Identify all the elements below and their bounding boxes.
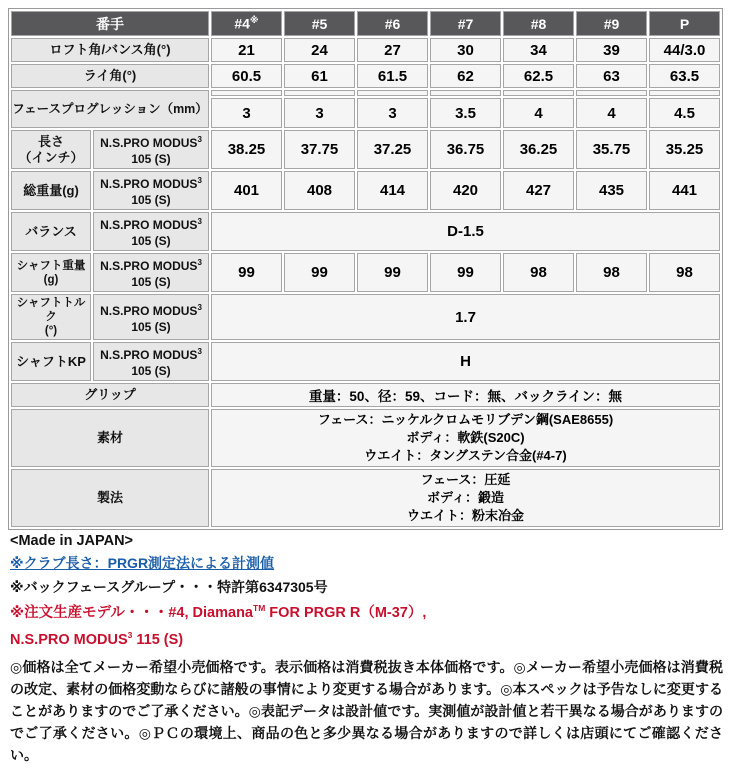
club-4-footnote-mark: ※ — [249, 15, 259, 26]
spec-value: 30 — [430, 38, 501, 62]
spec-value: 37.75 — [284, 130, 355, 169]
row-label: シャフト重量 (g) — [11, 253, 91, 292]
spec-value: 3 — [211, 98, 282, 128]
spacer-cell — [357, 90, 428, 96]
column-header-9: #9 — [576, 11, 647, 36]
spec-value: 35.25 — [649, 130, 720, 169]
spec-value: 98 — [649, 253, 720, 292]
custom-order-note-line1: ※注文生産モデル・・・#4, Diamana™ FOR PRGR R（M-37）, — [10, 603, 427, 621]
row-shaft-torque — [11, 294, 720, 340]
spec-value: 24 — [284, 38, 355, 62]
row-shaft-weight — [11, 253, 720, 292]
shaft-model-cell: N.S.PRO MODUS$^3$ 105 (S) — [93, 253, 209, 292]
spec-value: 99 — [211, 253, 282, 292]
spec-value: 60.5 — [211, 64, 282, 88]
spec-value: 420 — [430, 171, 501, 210]
notes-section — [8, 533, 723, 766]
spec-value: 3.5 — [430, 98, 501, 128]
row-grip — [11, 383, 720, 407]
custom-order-note-line2: N.S.PRO MODUS$^3$ 115 (S) — [10, 630, 184, 648]
club-length-note — [10, 553, 723, 573]
column-header-6: #6 — [357, 11, 428, 36]
shaft-model-cell: N.S.PRO MODUS$^3$ 105 (S) — [93, 212, 209, 251]
row-label: ロフト角/バンス角(°) — [11, 38, 209, 62]
column-header-8: #8 — [503, 11, 574, 36]
spec-value: 36.25 — [503, 130, 574, 169]
row-lie-angle — [11, 64, 720, 88]
spec-value: 35.75 — [576, 130, 647, 169]
row-label: 長さ （インチ） — [11, 130, 91, 169]
spec-value: 3 — [357, 98, 428, 128]
spacer-cell — [576, 90, 647, 96]
spec-value: 98 — [503, 253, 574, 292]
made-in-japan-text: <Made in JAPAN> — [10, 533, 134, 549]
spec-value: 401 — [211, 171, 282, 210]
row-label: ライ角(°) — [11, 64, 209, 88]
spec-value: 21 — [211, 38, 282, 62]
row-label: バランス — [11, 212, 91, 251]
spec-value-span: D-1.5 — [211, 212, 720, 251]
spec-value: 99 — [357, 253, 428, 292]
spec-value: 414 — [357, 171, 428, 210]
spec-value: 63.5 — [649, 64, 720, 88]
row-length — [11, 130, 720, 169]
header-row — [11, 11, 720, 36]
spec-value-span: 1.7 — [211, 294, 720, 340]
spec-value: 4 — [576, 98, 647, 128]
shaft-model-cell: N.S.PRO MODUS$^3$ 105 (S) — [93, 342, 209, 381]
row-label: グリップ — [11, 383, 209, 407]
spec-value: 98 — [576, 253, 647, 292]
row-face-progression-spacer — [11, 90, 720, 96]
spec-value: 3 — [284, 98, 355, 128]
spec-value: 44/3.0 — [649, 38, 720, 62]
spec-value: 39 — [576, 38, 647, 62]
spec-value: 61.5 — [357, 64, 428, 88]
row-total-weight — [11, 171, 720, 210]
spec-value: 4.5 — [649, 98, 720, 128]
spec-value: 99 — [284, 253, 355, 292]
spec-value: 61 — [284, 64, 355, 88]
spec-value: 37.25 — [357, 130, 428, 169]
club-4-label: #4 — [234, 15, 250, 32]
row-label: フェースプログレッション（mm） — [11, 90, 209, 128]
spec-value-span: フェース：圧延 ボディ：鍛造 ウエイト：粉末冶金 — [211, 469, 720, 527]
shaft-model-cell: N.S.PRO MODUS$^3$ 105 (S) — [93, 130, 209, 169]
patent-note: ※バックフェースグループ・・・特許第6347305号 — [10, 579, 328, 595]
column-header-4 — [211, 11, 282, 36]
row-material — [11, 409, 720, 467]
row-label: 総重量(g) — [11, 171, 91, 210]
spec-value: 34 — [503, 38, 574, 62]
shaft-model-cell: N.S.PRO MODUS$^3$ 105 (S) — [93, 294, 209, 340]
spec-value: 27 — [357, 38, 428, 62]
column-header-5: #5 — [284, 11, 355, 36]
spacer-cell — [284, 90, 355, 96]
spec-value: 36.75 — [430, 130, 501, 169]
column-header-7: #7 — [430, 11, 501, 36]
spec-table — [8, 8, 723, 530]
spec-value: 441 — [649, 171, 720, 210]
club-length-measurement-link[interactable]: ※クラブ長さ：PRGR測定法による計測値 — [10, 555, 275, 571]
column-header-p: P — [649, 11, 720, 36]
row-loft-bounce-angle — [11, 38, 720, 62]
spec-value: 99 — [430, 253, 501, 292]
disclaimer-text: ◎価格は全てメーカー希望小売価格です。表示価格は消費税抜き本体価格です。◎メーカー希望小売価格は消費税の改定、素材の価格変動ならびに諸般の事情により変更する場合があります。◎本スペックは予告なしに変更することがありますのでご了承ください。◎表記データは設計値です。実測値が設計値と若干異なる場合がありますのでご了承ください。◎ＰＣの環境上、商品の色と多少異なる場合がありますので詳しくは店頭にてご確認ください。 — [10, 658, 723, 763]
spacer-cell — [430, 90, 501, 96]
spec-value-span: 重量：50、径：59、コード：無、バックライン：無 — [211, 383, 720, 407]
spacer-cell — [211, 90, 282, 96]
row-manufacturing — [11, 469, 720, 527]
spec-value: 38.25 — [211, 130, 282, 169]
row-label: シャフトKP — [11, 342, 91, 381]
spec-value: 62.5 — [503, 64, 574, 88]
spec-value-span: H — [211, 342, 720, 381]
spec-value: 63 — [576, 64, 647, 88]
row-label: 素材 — [11, 409, 209, 467]
spec-value: 427 — [503, 171, 574, 210]
spec-value: 4 — [503, 98, 574, 128]
row-balance — [11, 212, 720, 251]
row-label: 製法 — [11, 469, 209, 527]
spec-value: 408 — [284, 171, 355, 210]
spec-value: 62 — [430, 64, 501, 88]
spec-value-span: フェース：ニッケルクロムモリブデン鋼(SAE8655) ボディ：軟鉄(S20C) ウエイト：タングステン合金(#4-7) — [211, 409, 720, 467]
spec-value: 435 — [576, 171, 647, 210]
row-shaft-kp — [11, 342, 720, 381]
column-header-club-number: 番手 — [11, 11, 209, 36]
shaft-model-cell: N.S.PRO MODUS$^3$ 105 (S) — [93, 171, 209, 210]
spacer-cell — [503, 90, 574, 96]
row-label: シャフトトルク (°) — [11, 294, 91, 340]
spacer-cell — [649, 90, 720, 96]
